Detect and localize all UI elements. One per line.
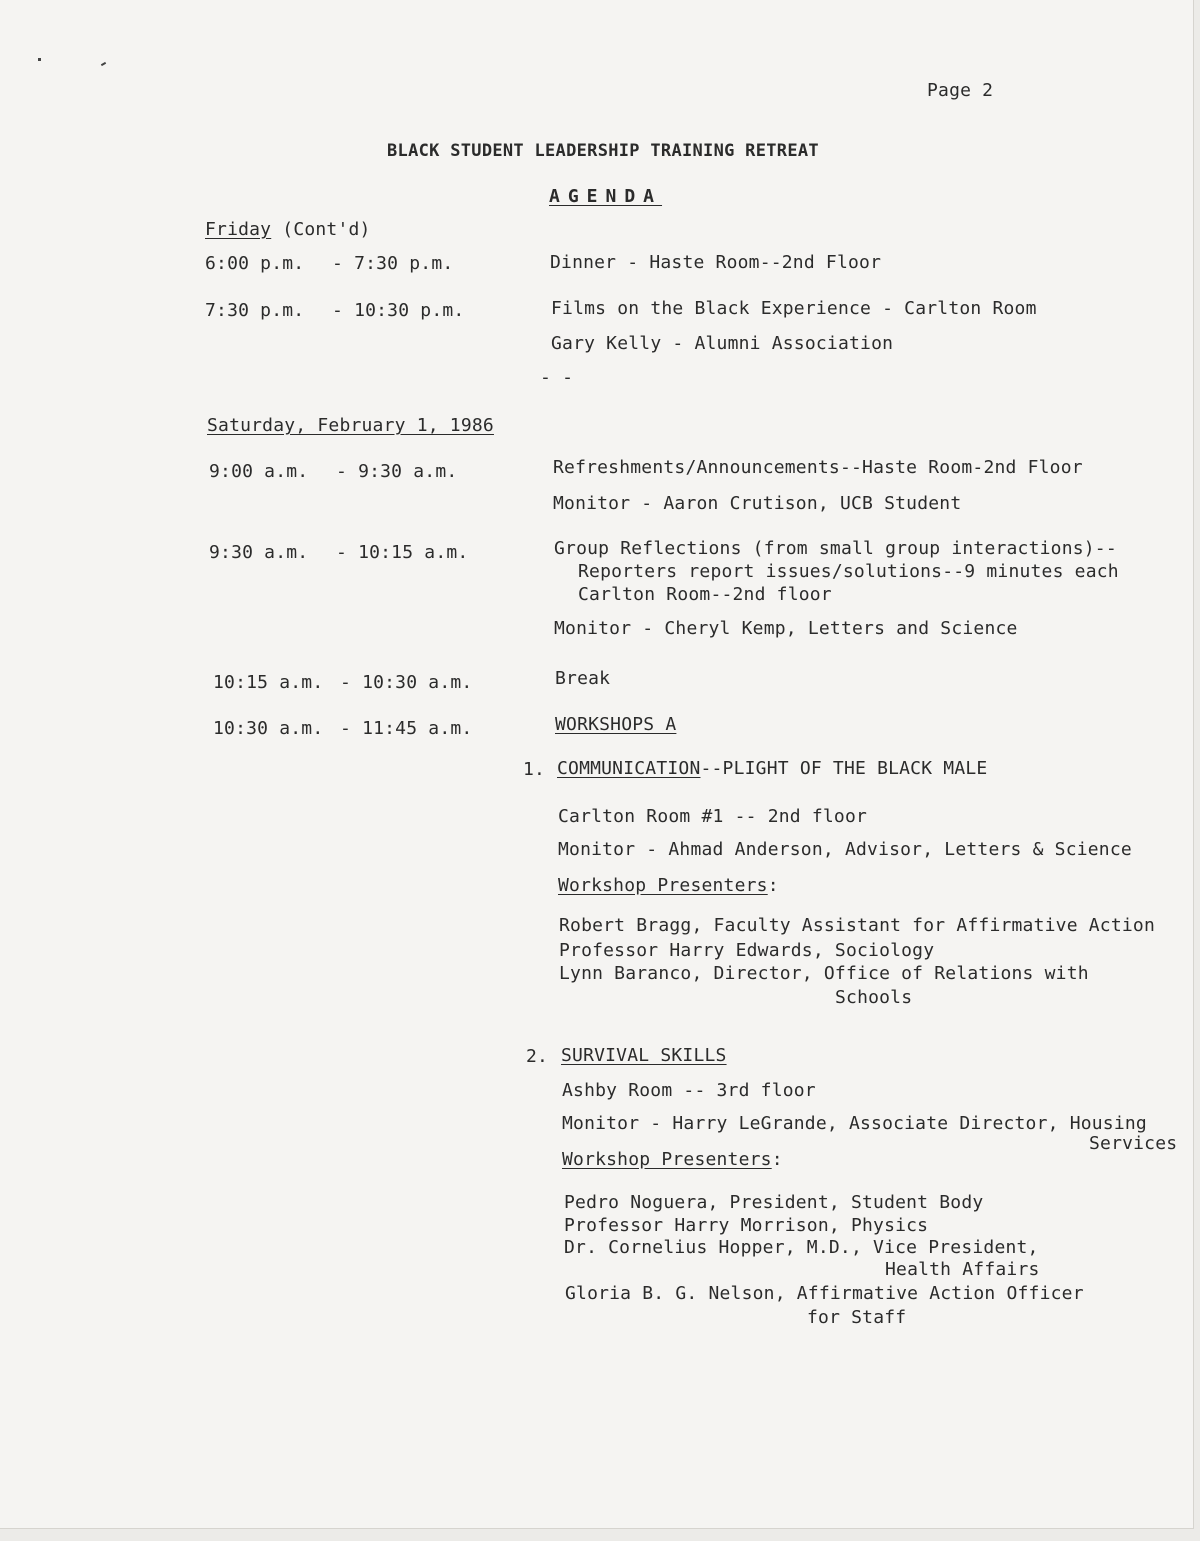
agenda-item-desc: Films on the Black Experience - Carlton Room: [551, 298, 1037, 319]
workshops-heading: WORKSHOPS A: [555, 714, 677, 735]
time-end: - 10:15 a.m.: [336, 542, 469, 563]
agenda-item-desc: Break: [555, 668, 611, 689]
document-title: BLACK STUDENT LEADERSHIP TRAINING RETREAT: [387, 141, 819, 161]
ink-speck: [38, 58, 41, 61]
ink-speck: [101, 62, 106, 66]
presenter-cont: Schools: [835, 987, 913, 1008]
workshop-room: Carlton Room #1 -- 2nd floor: [558, 806, 868, 827]
workshop-title: SURVIVAL SKILLS: [561, 1045, 727, 1066]
presenters-colon: :: [771, 1149, 783, 1170]
agenda-item-desc: Group Reflections (from small group interactions)--: [554, 538, 1117, 559]
time-start: 10:15 a.m.: [213, 672, 324, 693]
friday-heading: [205, 219, 371, 241]
presenter: Gloria B. G. Nelson, Affirmative Action Officer: [565, 1283, 1084, 1304]
presenter: Robert Bragg, Faculty Assistant for Affirmative Action: [559, 915, 1155, 936]
friday-cont: (Cont'd): [282, 219, 371, 240]
workshop-monitor-cont: Services: [1089, 1133, 1178, 1154]
agenda-item-monitor: Monitor - Aaron Crutison, UCB Student: [553, 493, 962, 514]
presenters-colon: :: [767, 875, 779, 896]
agenda-heading: AGENDA: [549, 186, 663, 207]
presenters-heading: [558, 875, 779, 897]
workshop-room: Ashby Room -- 3rd floor: [562, 1080, 816, 1101]
presenter: Professor Harry Edwards, Sociology: [559, 940, 935, 961]
time-end: - 10:30 p.m.: [332, 300, 465, 321]
time-start: 9:30 a.m.: [209, 542, 309, 563]
time-start: 7:30 p.m.: [205, 300, 305, 321]
agenda-item-desc: Gary Kelly - Alumni Association: [551, 333, 894, 354]
agenda-item-desc: Refreshments/Announcements--Haste Room-2nd Floor: [553, 457, 1083, 478]
saturday-heading: Saturday, February 1, 1986: [207, 415, 494, 436]
workshop-monitor: Monitor - Harry LeGrande, Associate Director, Housing: [562, 1113, 1147, 1134]
workshop-title-rest: --PLIGHT OF THE BLACK MALE: [700, 758, 988, 779]
agenda-item-desc: Carlton Room--2nd floor: [578, 584, 832, 605]
workshop-title-main: COMMUNICATION: [557, 758, 701, 779]
agenda-item-desc: Reporters report issues/solutions--9 minutes each: [578, 561, 1119, 582]
presenter-cont: Health Affairs: [885, 1259, 1040, 1280]
workshop-number: 1.: [523, 759, 546, 780]
workshop-number: 2.: [526, 1046, 549, 1067]
time-end: - 9:30 a.m.: [336, 461, 458, 482]
page-number: Page 2: [927, 80, 994, 101]
presenter: Pedro Noguera, President, Student Body: [564, 1192, 984, 1213]
presenters-label: Workshop Presenters: [558, 875, 768, 896]
time-end: - 11:45 a.m.: [340, 718, 473, 739]
presenter: Dr. Cornelius Hopper, M.D., Vice President,: [564, 1237, 1039, 1258]
workshop-monitor: Monitor - Ahmad Anderson, Advisor, Letters & Science: [558, 839, 1132, 860]
time-end: - 10:30 a.m.: [340, 672, 473, 693]
friday-day: Friday: [205, 219, 272, 240]
time-start: 6:00 p.m.: [205, 253, 305, 274]
agenda-item-monitor: Monitor - Cheryl Kemp, Letters and Science: [554, 618, 1018, 639]
time-end: - 7:30 p.m.: [332, 253, 454, 274]
separator-dashes: - -: [540, 367, 574, 388]
presenters-heading: [562, 1149, 783, 1171]
presenters-label: Workshop Presenters: [562, 1149, 772, 1170]
presenter: Lynn Baranco, Director, Office of Relations with: [559, 963, 1089, 984]
presenter: Professor Harry Morrison, Physics: [564, 1215, 929, 1236]
agenda-item-desc: Dinner - Haste Room--2nd Floor: [550, 252, 882, 273]
workshop-title: [557, 758, 987, 780]
time-start: 9:00 a.m.: [209, 461, 309, 482]
presenter-cont: for Staff: [807, 1307, 907, 1328]
time-start: 10:30 a.m.: [213, 718, 324, 739]
